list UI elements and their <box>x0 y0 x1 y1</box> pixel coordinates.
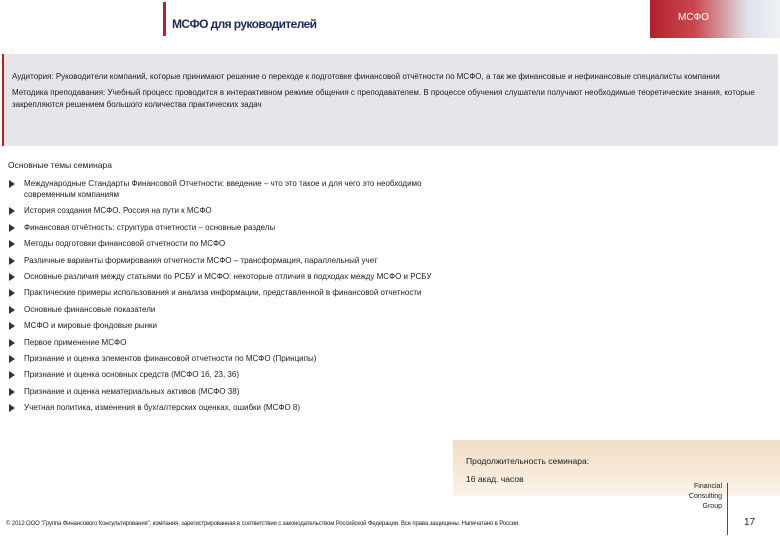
topic-item <box>8 238 448 249</box>
triangle-bullet-icon <box>9 355 15 363</box>
triangle-bullet-icon <box>9 388 15 396</box>
triangle-bullet-icon <box>9 224 15 232</box>
logo-line: Group <box>702 503 722 510</box>
topic-item <box>8 353 448 364</box>
course-info-box <box>2 54 778 146</box>
topic-text: Первое применение МСФО <box>24 337 127 347</box>
triangle-bullet-icon <box>9 240 15 248</box>
duration-box <box>453 440 780 496</box>
duration-value: 16 акад. часов <box>466 474 524 484</box>
topic-item <box>8 369 448 380</box>
triangle-bullet-icon <box>9 207 15 215</box>
logo-line: Consulting <box>688 493 722 500</box>
triangle-bullet-icon <box>9 289 15 297</box>
topic-item <box>8 402 448 413</box>
page-title: МСФО для руководителей <box>172 17 317 31</box>
topic-text: Методы подготовки финансовой отчетности по МСФО <box>24 239 226 249</box>
triangle-bullet-icon <box>9 404 15 412</box>
topic-text: Финансовая отчётность: структура отчетности – основные разделы <box>24 222 276 232</box>
topic-text: Практические примеры использования и анализа информации, представленной в финансовой отчетности <box>24 288 422 298</box>
topic-item <box>8 304 448 315</box>
topic-item <box>8 222 448 233</box>
topic-text: Различные варианты формирования отчетности МСФО – трансформация, параллельный учет <box>24 255 378 265</box>
triangle-bullet-icon <box>9 180 15 188</box>
triangle-bullet-icon <box>9 371 15 379</box>
topic-text: Признание и оценка основных средств (МСФО 16, 23, 36) <box>24 370 239 380</box>
page-number: 17 <box>744 517 756 528</box>
copyright-notice: © 2012 ООО "Группа Финансового Консультирования", компания, зарегистрированная в соответствии с законодательством Российской Федерации. Все права защищены. Напечатано в России. <box>6 521 520 527</box>
topic-text: Признание и оценка нематериальных активов (МСФО 38) <box>24 386 240 396</box>
topic-text: МСФО и мировые фондовые рынки <box>24 321 158 331</box>
section-label: МСФО <box>678 12 709 23</box>
topic-item <box>8 287 448 298</box>
topic-text: Международные Стандарты Финансовой Отчетности: введение – что это такое и для чего это необходимо современным компаниям <box>24 179 422 199</box>
triangle-bullet-icon <box>9 322 15 330</box>
topic-text: Признание и оценка элементов финансовой отчетности по МСФО (Принципы) <box>24 353 317 363</box>
topic-text: История создания МСФО. Россия на пути к МСФО <box>24 206 212 216</box>
section-badge <box>650 0 780 38</box>
topics-heading: Основные темы семинара <box>8 160 112 170</box>
triangle-bullet-icon <box>9 306 15 314</box>
topic-item <box>8 320 448 331</box>
topic-item <box>8 337 448 348</box>
topic-text: Основные различия между статьями по РСБУ и МСФО: некоторые отличия в подходах между МСФО и РСБУ <box>24 271 432 281</box>
topic-text: Учетная политика, изменения в бухгалтерских оценках, ошибки (МСФО 8) <box>24 403 300 413</box>
topic-item <box>8 205 448 216</box>
method-text: Методика преподавания: Учебный процесс проводится в интерактивном режиме общения с преподавателем. В процессе обучения слушатели получают необходимые теоретические знания, которые закрепляются решением большого количества практических задач <box>12 88 755 109</box>
topic-item <box>8 271 448 282</box>
topic-text: Основные финансовые показатели <box>24 304 156 314</box>
company-logo <box>660 482 722 512</box>
logo-line: Financial <box>693 483 722 490</box>
footer-divider <box>727 483 728 535</box>
audience-text: Аудитория: Руководители компаний, которые принимают решение о переходе к подготовке финансовой отчётности по МСФО, а так же финансовые и нефинансовые специалисты компании <box>12 72 720 81</box>
topic-item <box>8 386 448 397</box>
topic-item <box>8 178 448 200</box>
topics-list <box>8 160 448 418</box>
triangle-bullet-icon <box>9 273 15 281</box>
duration-label: Продолжительность семинара: <box>466 456 590 466</box>
topic-item <box>8 255 448 266</box>
triangle-bullet-icon <box>9 339 15 347</box>
title-accent-bar <box>163 2 166 36</box>
triangle-bullet-icon <box>9 257 15 265</box>
